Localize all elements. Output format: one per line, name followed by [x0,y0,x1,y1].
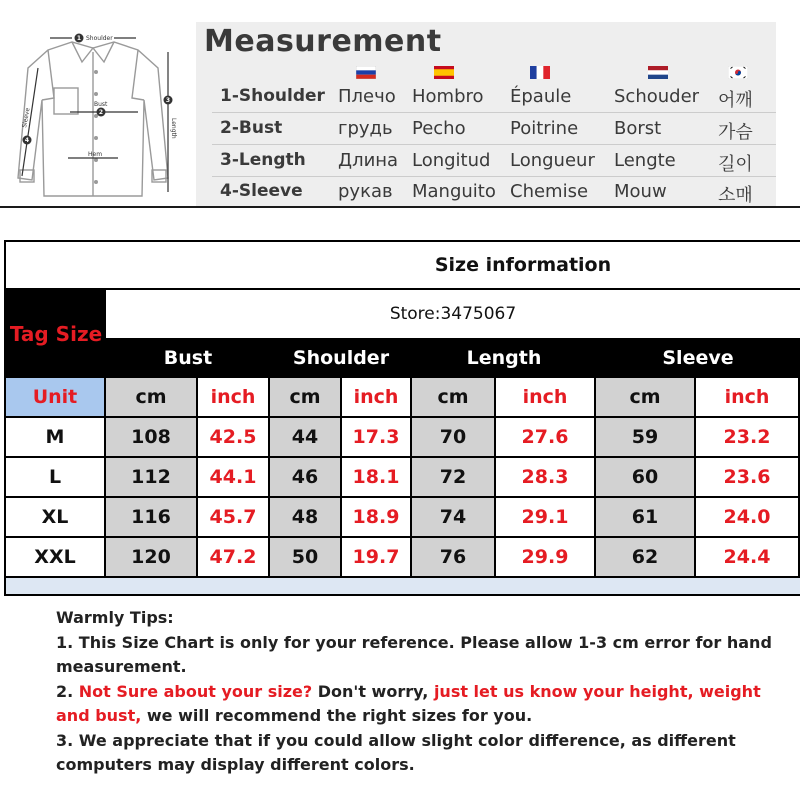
measure-key: 4-Sleeve [220,181,303,201]
value-cell: 59 [596,418,696,458]
measure-key: 3-Length [220,150,306,170]
value-cell: 60 [596,458,696,498]
measure-key: 1-Shoulder [220,86,325,106]
french-term: Longueur [510,150,595,171]
value-cell: 70 [412,418,496,458]
tip-2-number: 2. [56,681,79,701]
unit-cm: cm [412,378,496,418]
unit-cm: cm [106,378,198,418]
french-term: Épaule [510,86,572,107]
tip-3: 3. We appreciate that if you could allow slight color difference, as different computers may display different colors. [56,730,736,774]
tip-2 [56,680,786,729]
size-cell: XL [6,498,106,538]
dutch-term: Borst [614,118,662,139]
header-sleeve: Sleeve [662,347,734,369]
russian-term: рукав [338,181,393,202]
diagram-num-4: 4 [24,137,30,144]
header-bust: Bust [163,347,213,369]
value-cell: 112 [106,458,198,498]
value-cell: 62 [596,538,696,578]
size-table [4,240,800,596]
value-cell: 17.3 [342,418,412,458]
unit-inch: inch [696,378,800,418]
measurement-panel [0,0,800,210]
spanish-term: Longitud [412,150,491,171]
header-shoulder: Shoulder [292,347,390,369]
header-length: Length [466,347,542,369]
unit-inch: inch [496,378,596,418]
korean-term: 소매 [718,185,753,206]
value-cell: 47.2 [198,538,270,578]
tips-section [56,606,786,778]
measure-key: 2-Bust [220,118,283,138]
spanish-term: Hombro [412,86,484,107]
translation-row [212,146,776,177]
table-footer-strip [6,578,800,594]
value-cell: 74 [412,498,496,538]
value-cell: 19.7 [342,538,412,578]
tip-2-reassure: Don't worry, [312,681,434,701]
spain-flag-icon [434,66,454,79]
russian-term: грудь [338,118,393,139]
korea-flag-icon [728,66,748,79]
unit-cm: cm [270,378,342,418]
diagram-num-1: 1 [76,35,82,42]
shirt-diagram [8,28,178,206]
tip-1: 1. This Size Chart is only for your reference. Please allow 1-3 cm error for hand measurement. [56,632,772,676]
french-term: Poitrine [510,118,579,139]
korean-term: 가슴 [718,122,753,143]
size-information-title: Size information [6,242,800,290]
value-cell: 29.9 [496,538,596,578]
diagram-num-2: 2 [98,109,104,116]
value-cell: 108 [106,418,198,458]
measurement-title: Measurement [204,24,442,59]
value-cell: 120 [106,538,198,578]
unit-inch: inch [342,378,412,418]
netherlands-flag-icon [648,66,668,79]
diagram-label-bust: Bust [94,101,108,108]
unit-label: Unit [6,378,106,418]
russian-term: Плечо [338,86,396,107]
value-cell: 44 [270,418,342,458]
korean-term: 길이 [718,154,753,175]
spanish-term: Manguito [412,181,496,202]
translation-row [212,177,776,207]
value-cell: 48 [270,498,342,538]
translation-row [212,114,776,145]
russian-term: Длина [338,150,399,171]
diagram-label-length: Length [170,118,177,139]
dutch-term: Mouw [614,181,667,202]
store-label: Store:3475067 [106,290,800,338]
value-cell: 116 [106,498,198,538]
value-cell: 50 [270,538,342,578]
unit-cm: cm [596,378,696,418]
value-cell: 28.3 [496,458,596,498]
value-cell: 72 [412,458,496,498]
spanish-term: Pecho [412,118,466,139]
value-cell: 23.6 [696,458,800,498]
tips-heading: Warmly Tips: [56,608,174,627]
size-cell: XXL [6,538,106,578]
diagram-label-sleeve: Sleeve [21,107,32,129]
french-term: Chemise [510,181,589,202]
translation-row [212,82,776,113]
france-flag-icon [530,66,550,79]
value-cell: 42.5 [198,418,270,458]
value-cell: 23.2 [696,418,800,458]
size-cell: M [6,418,106,458]
tip-2-question: Not Sure about your size? [78,681,313,701]
diagram-label-hem: Hem [88,151,103,158]
tip-2-recommend: we will recommend the right sizes for you. [141,706,533,725]
tag-size-label: Tag Size [6,290,106,378]
section-divider [0,206,800,208]
size-cell: L [6,458,106,498]
dutch-term: Lengte [614,150,676,171]
value-cell: 76 [412,538,496,578]
value-cell: 18.1 [342,458,412,498]
value-cell: 61 [596,498,696,538]
russia-flag-icon [356,66,376,79]
diagram-num-3: 3 [165,97,171,104]
korean-term: 어깨 [718,90,753,111]
value-cell: 24.0 [696,498,800,538]
value-cell: 24.4 [696,538,800,578]
value-cell: 44.1 [198,458,270,498]
tip-2-request: just let us know your height, weight and bust, [56,681,761,725]
value-cell: 18.9 [342,498,412,538]
unit-inch: inch [198,378,270,418]
value-cell: 46 [270,458,342,498]
dutch-term: Schouder [614,86,700,107]
value-cell: 45.7 [198,498,270,538]
diagram-label-shoulder: Shoulder [86,35,113,42]
value-cell: 27.6 [496,418,596,458]
value-cell: 29.1 [496,498,596,538]
